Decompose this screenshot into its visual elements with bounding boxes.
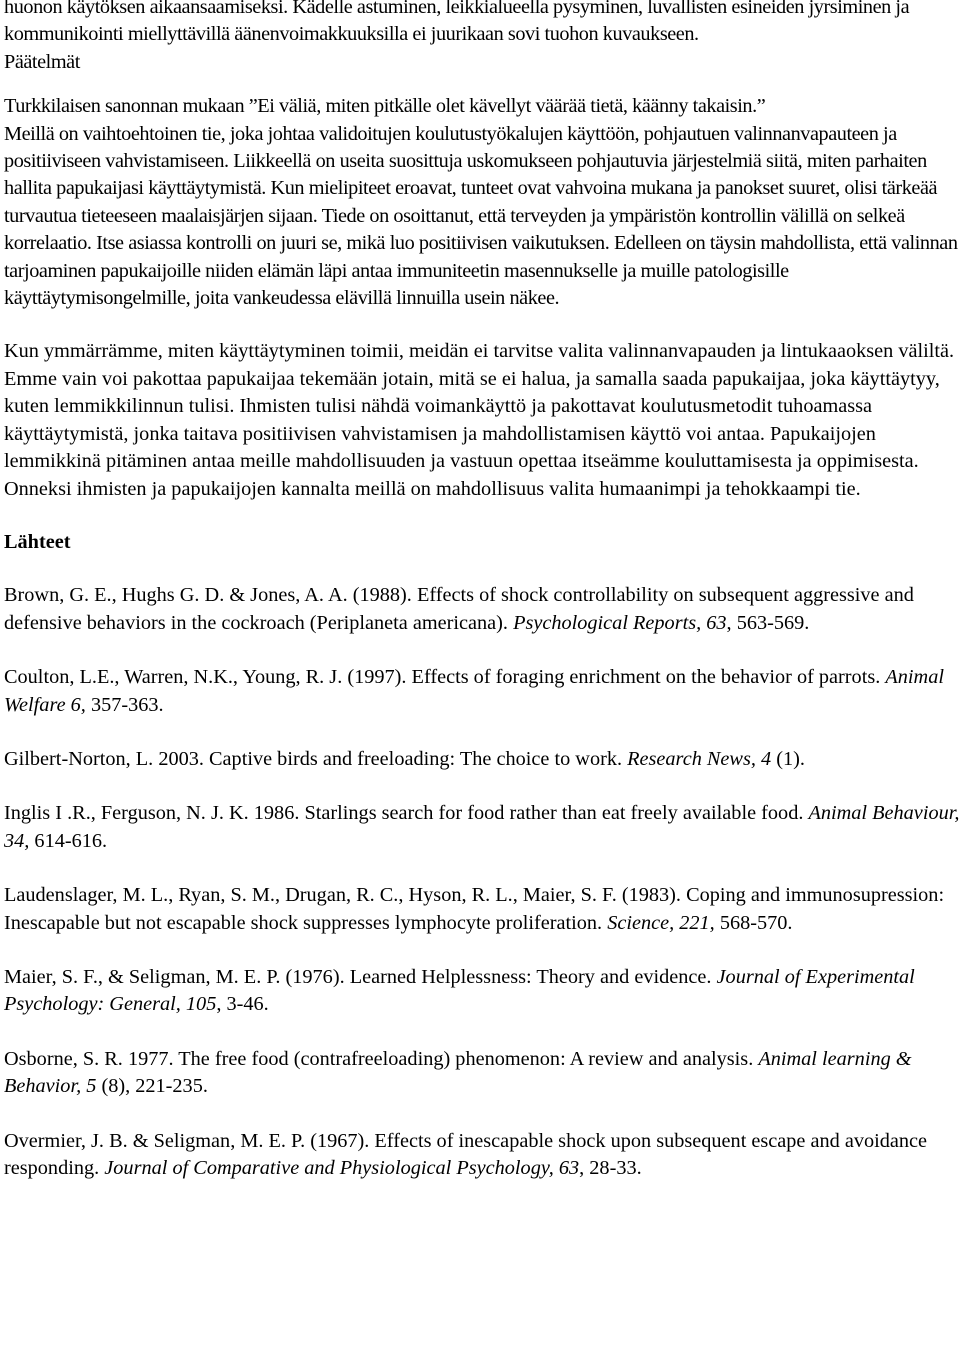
reference-journal: Journal of Comparative and Physiological Psychology, 63 bbox=[104, 1157, 580, 1179]
reference-journal: Journal of Experimental Psychology: General, 105 bbox=[4, 965, 915, 1016]
references-list bbox=[4, 582, 960, 1182]
reference-pages: 357-363. bbox=[85, 693, 164, 716]
reference-pages: , 28-33. bbox=[579, 1157, 642, 1179]
reference-journal: Science, 221, bbox=[607, 911, 715, 934]
reference-authors-title: Inglis I .R., Ferguson, N. J. K. 1986. Starlings search for food rather than eat freely available food. bbox=[4, 802, 804, 825]
reference-authors-title: Maier, S. F., & Seligman, M. E. P. (1976). Learned Helplessness: Theory and evidence. bbox=[4, 965, 712, 988]
reference-journal: Psychological Reports, 63 bbox=[513, 611, 727, 634]
reference-pages: , 3-46. bbox=[216, 993, 269, 1016]
reference-item bbox=[4, 1128, 960, 1183]
conclusions-paragraph-1: Turkkilaisen sanonnan mukaan ”Ei väliä, miten pitkälle olet kävellyt väärää tietä, käänny takaisin.” bbox=[4, 95, 766, 118]
reference-item bbox=[4, 664, 960, 719]
reference-item bbox=[4, 582, 960, 637]
spacer bbox=[4, 503, 960, 529]
reference-pages: 568-570. bbox=[714, 911, 793, 934]
reference-journal: Animal learning & Behavior, 5 bbox=[4, 1047, 912, 1098]
reference-item bbox=[4, 1046, 960, 1101]
conclusions-paragraph-2: Meillä on vaihtoehtoinen tie, joka johtaa validoitujen koulutustyökalujen käyttöön, pohjautuen valinnanvapauteen ja positiiviseen vahvistamiseen. Liikkeellä on useita suosittuja uskomukseen pohjautuvia järjestelmiä siitä, miten parhaiten hallita papukaijasi käyttäytymistä. Kun mielipiteet eroavat, tunteet ovat vahvoina mukana ja panokset suuret, olisi tärkeää turvautua tieteeseen maalaisjärjen sijaan. Tiede on osoittanut, että terveyden ja ympäristön kontrollin välillä on selkeä korrelaatio. Itse asiassa kontrolli on juuri se, mikä luo positiivisen vaikutuksen. Edelleen on täysin mahdollista, että valinnan tarjoaminen papukaijoille niiden elämän läpi antaa immuniteetin masennukselle ja muille patologisille käyttäytymisongelmille, joita vankeudessa elävillä linnuilla usein näkee. bbox=[4, 122, 958, 310]
spacer bbox=[4, 556, 960, 582]
closing-paragraph: Kun ymmärrämme, miten käyttäytyminen toimii, meidän ei tarvitse valita valinnanvapauden ja lintukaaoksen väliltä. Emme vain voi pakottaa papukaijaa tekemään jotain, mitä se ei halua, ja samalla saada papukaijaa, joka käyttäytyy, kuten lemmikkilinnun tulisi. Ihmisten tulisi nähdä voimankäyttö ja pakottavat koulutusmetodit tuhoamassa käyttäytymistä, jonka taitava positiivisen vahvistamisen ja mahdollistamisen käyttö voi antaa. Papukaijojen lemmikkinä pitäminen antaa meille mahdollisuuden ja vastuun opettaa itseämme kouluttamisesta ja oppimisesta. Onneksi ihmisten ja papukaijojen kannalta meillä on mahdollisuus valita humaanimpi ja tehokkaampi tie. bbox=[4, 340, 955, 500]
reference-journal: Animal Behaviour, 34, bbox=[4, 802, 960, 852]
reference-item bbox=[4, 746, 960, 773]
reference-item bbox=[4, 964, 960, 1019]
references-heading: Lähteet bbox=[4, 530, 71, 553]
reference-pages: , 563-569. bbox=[726, 611, 810, 634]
reference-authors-title: Laudenslager, M. L., Ryan, S. M., Drugan, R. C., Hyson, R. L., Maier, S. F. (1983). Coping and immunosupression: Inescapable but not escapable shock suppresses lymphocyte proliferation. bbox=[4, 884, 945, 934]
spacer bbox=[4, 312, 960, 338]
reference-journal: Research News, 4 bbox=[627, 747, 772, 770]
reference-pages: (8), 221-235. bbox=[96, 1075, 208, 1098]
reference-authors-title: Overmier, J. B. & Seligman, M. E. P. (1967). Effects of inescapable shock upon subsequent escape and avoidance responding. bbox=[4, 1129, 928, 1179]
reference-authors-title: Brown, G. E., Hughs G. D. & Jones, A. A. (1988). Effects of shock controllability on subsequent aggressive and defensive behaviors in the cockroach (Periplaneta americana). bbox=[4, 584, 914, 634]
reference-pages: (1). bbox=[771, 747, 805, 770]
spacer bbox=[4, 76, 960, 93]
reference-pages: 614-616. bbox=[29, 829, 108, 852]
reference-authors-title: Osborne, S. R. 1977. The free food (contrafreeloading) phenomenon: A review and analysis. bbox=[4, 1047, 754, 1070]
reference-journal: Animal Welfare 6, bbox=[4, 666, 944, 716]
intro-paragraph: huonon käytöksen aikaansaamiseksi. Kädelle astuminen, leikkialueella pysyminen, luvallisten esineiden jyrsiminen ja kommunikointi miellyttävillä äänenvoimakkuuksilla ei juurikaan sovi tuohon kuvaukseen. bbox=[4, 0, 910, 46]
reference-authors-title: Coulton, L.E., Warren, N.K., Young, R. J. (1997). Effects of foraging enrichment on the behavior of parrots. bbox=[4, 666, 881, 689]
reference-authors-title: Gilbert-Norton, L. 2003. Captive birds and freeloading: The choice to work. bbox=[4, 747, 623, 770]
conclusions-heading: Päätelmät bbox=[4, 50, 80, 73]
reference-item bbox=[4, 800, 960, 855]
reference-item bbox=[4, 882, 960, 937]
